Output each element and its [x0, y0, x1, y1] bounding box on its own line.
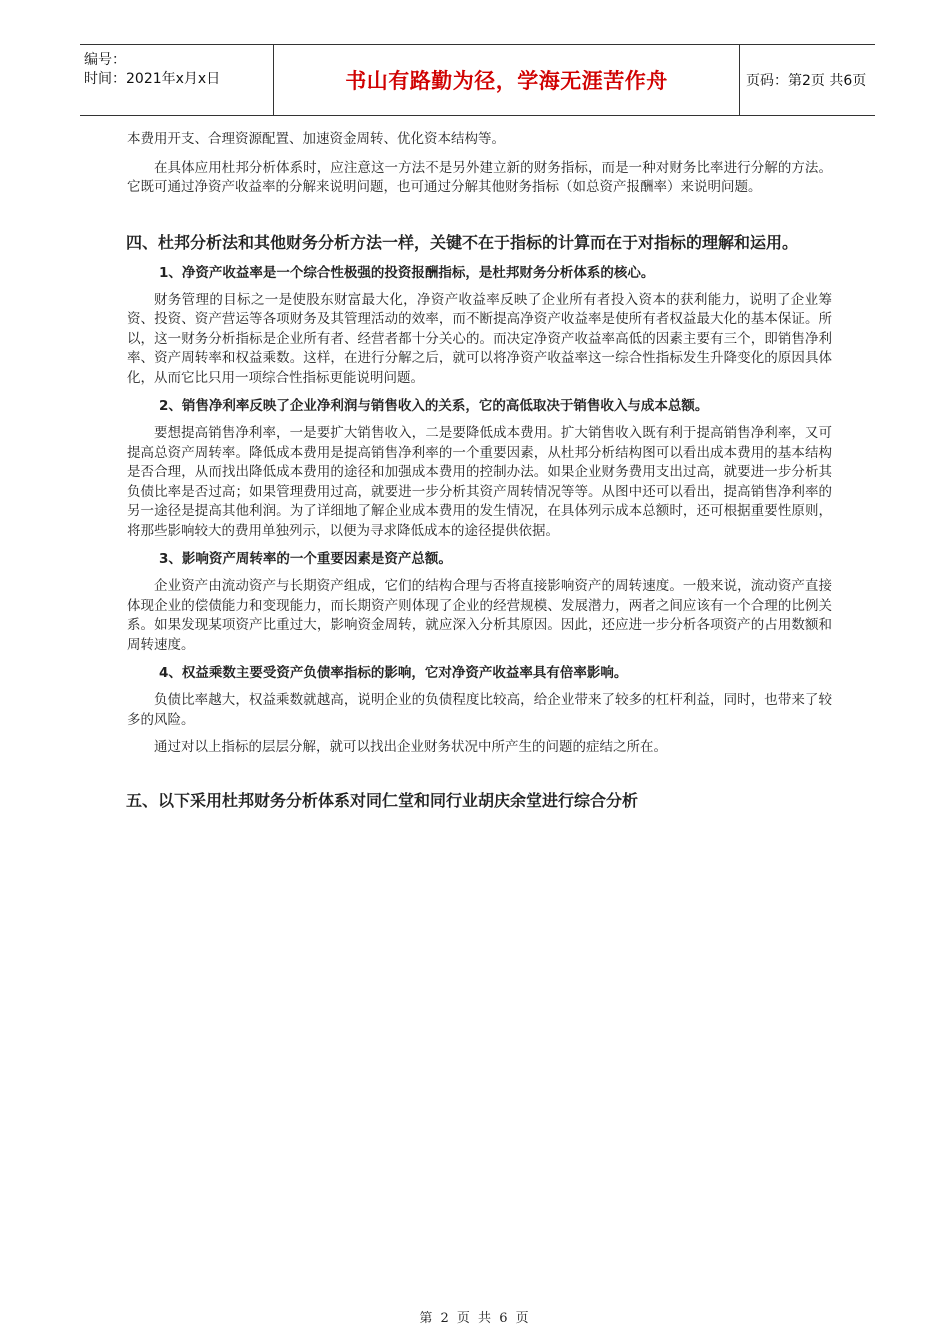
subsection-3-heading: 3、影响资产周转率的一个重要因素是资产总额。 — [159, 551, 452, 567]
paragraph-continuation: 本费用开支、合理资源配置、加速资金周转、优化资本结构等。 — [127, 131, 505, 147]
document-number-label: 编号： — [84, 52, 126, 68]
section-4-heading: 四、杜邦分析法和其他财务分析方法一样，关键不在于指标的计算而在于对指标的理解和运用。 — [126, 232, 799, 252]
page-header — [80, 44, 875, 116]
document-date-label: 时间：2021年x月x日 — [84, 71, 221, 87]
subsection-3-text: 企业资产由流动资产与长期资产组成，它们的结构合理与否将直接影响资产的周转速度。一般来说，流动资产直接体现企业的偿债能力和变现能力，而长期资产则体现了企业的经营规模、发展潜力，两者之间应该有一个合理的比例关系。如果发现某项资产比重过大，影响资金周转，就应深入分析其原因。因此，还应进一步分析各项资产的占用数额和周转速度。 — [127, 578, 832, 653]
subsection-2-text: 要想提高销售净利率，一是要扩大销售收入，二是要降低成本费用。扩大销售收入既有利于提高销售净利率，又可提高总资产周转率。降低成本费用是提高销售净利率的一个重要因素，从杜邦分析结构图可以看出成本费用的基本结构是否合理，从而找出降低成本费用的途径和加强成本费用的控制办法。如果企业财务费用支出过高，就要进一步分析其负债比率是否过高；如果管理费用过高，就要进一步分析其资产周转情况等等。从图中还可以看出，提高销售净利率的另一途径是提高其他利润。为了详细地了解企业成本费用的发生情况，在具体列示成本总额时，还可根据重要性原则，将那些影响较大的费用单独列示，以便为寻求降低成本的途径提供依据。 — [127, 425, 832, 539]
header-meta — [84, 51, 264, 89]
subsection-1-heading: 1、净资产收益率是一个综合性极强的投资报酬指标，是杜邦财务分析体系的核心。 — [159, 264, 655, 281]
summary-paragraph: 通过对以上指标的层层分解，就可以找出企业财务状况中所产生的问题的症结之所在。 — [154, 739, 667, 755]
paragraph-dupont-application: 在具体应用杜邦分析体系时，应注意这一方法不是另外建立新的财务指标，而是一种对财务比率进行分解的方法。它既可通过净资产收益率的分解来说明问题，也可通过分解其他财务指标（如总资产报酬率）来说明问题。 — [127, 159, 832, 195]
subsection-2-heading: 2、销售净利率反映了企业净利润与销售收入的关系，它的高低取决于销售收入与成本总额。 — [159, 398, 709, 414]
section-5-heading: 五、以下采用杜邦财务分析体系对同仁堂和同行业胡庆余堂进行综合分析 — [126, 790, 639, 810]
header-motto: 书山有路勤为径，学海无涯苦作舟 — [273, 45, 740, 115]
page-footer: 第 2 页 共 6 页 — [419, 1311, 531, 1326]
subsection-1-text: 财务管理的目标之一是使股东财富最大化，净资产收益率反映了企业所有者投入资本的获利能力，说明了企业筹资、投资、资产营运等各项财务及其管理活动的效率，而不断提高净资产收益率是使所有者权益最大化的基本保证。所以，这一财务分析指标是企业所有者、经营者都十分关心的。而决定净资产收益率高低的因素主要有三个，即销售净利率、资产周转率和权益乘数。这样，在进行分解之后，就可以将净资产收益率这一综合性指标发生升降变化的原因具体化，从而它比只用一项综合性指标更能说明问题。 — [127, 291, 832, 386]
subsection-4-text: 负债比率越大，权益乘数就越高，说明企业的负债程度比较高，给企业带来了较多的杠杆利益，同时，也带来了较多的风险。 — [127, 692, 832, 728]
subsection-4-heading: 4、权益乘数主要受资产负债率指标的影响，它对净资产收益率具有倍率影响。 — [159, 665, 628, 681]
header-page-number: 页码：第2页 共6页 — [746, 73, 867, 89]
document-body — [127, 130, 832, 813]
